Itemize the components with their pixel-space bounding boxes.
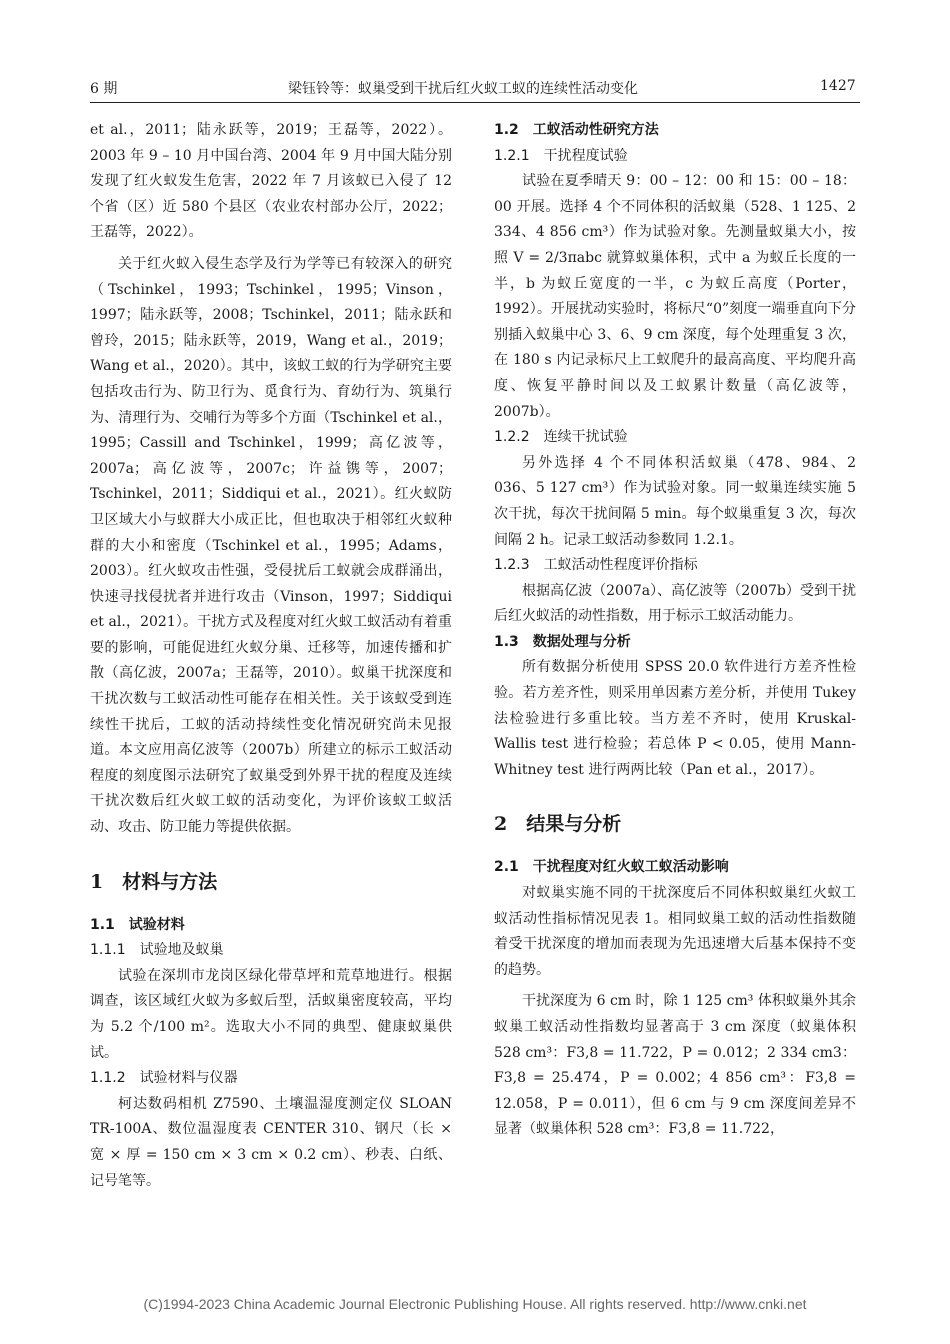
subsubsection-heading: 1.2.1 干扰程度试验 bbox=[494, 147, 628, 164]
section-heading: 1 材料与方法 bbox=[90, 870, 218, 893]
right-column bbox=[494, 118, 856, 1143]
subsubsection-heading: 1.1.2 试验材料与仪器 bbox=[90, 1070, 238, 1087]
running-title: 梁钰铃等：蚁巢受到干扰后红火蚁工蚁的连续性活动变化 bbox=[288, 81, 638, 97]
paragraph: 根据高亿波（2007a）、高亿波等（2007b）受到干扰后红火蚁活的动性指数，用于标示工蚁活动能力。 bbox=[494, 582, 856, 625]
section-heading: 2 结果与分析 bbox=[494, 813, 622, 836]
paragraph: et al.，2011；陆永跃等，2019；王磊等，2022）。2003 年 9 – 10 月中国台湾、2004 年 9 月中国大陆分别发现了红火蚁发生危害，2022 年 7 月该蚁已入侵了 12 个省（区）近 580 个县区（农业农村部办公厅，2022；王磊等，2022）。 bbox=[90, 122, 452, 241]
paragraph: 柯达数码相机 Z7590、土壤温湿度测定仪 SLOAN TR-100A、数位温湿度表 CENTER 310、钢尺（长 × 宽 × 厚 = 150 cm × 3 cm × 0.2 cm）、秒表、白纸、记号笔等。 bbox=[90, 1095, 452, 1189]
paragraph: 干扰深度为 6 cm 时，除 1 125 cm³ 体积蚁巢外其余蚁巢工蚁活动性指数均显著高于 3 cm 深度（蚁巢体积 528 cm³：F3,8 = 11.722，P = 0.012；2 334 cm3：F3,8 = 25.474，P = 0.002；4 856 cm³：F3,8 = 12.058，P = 0.011），但 6 cm 与 9 cm 深度间差异不显著（蚁巢体积 528 cm³：F3,8 = 11.722， bbox=[494, 993, 856, 1138]
subsection-heading: 1.3 数据处理与分析 bbox=[494, 633, 631, 650]
paragraph: 关于红火蚁入侵生态学及行为学等已有较深入的研究（Tschinkel，1993；Tschinkel，1995；Vinson，1997；陆永跃等，2008；Tschinkel，2011；陆永跃和曾玲，2015；陆永跃等，2019，Wang et al.，2019；Wang et al.，2020）。其中，该蚁工蚁的行为学研究主要包括攻击行为、防卫行为、觅食行为、育幼行为、筑巢行为、清理行为、交哺行为等多个方面（Tschinkel et al.，1995；Cassill and Tschinkel，1999；高亿波等，2007a；高亿波等，2007c；许益镌等，2007；Tschinkel，2011；Siddiqui et al.，2021）。红火蚁防卫区域大小与蚁群大小成正比，但也取决于相邻红火蚁种群的大小和密度（Tschinkel et al.，1995；Adams，2003）。红火蚁攻击性强，受侵扰后工蚁就会成群涌出，快速寻找侵扰者并进行攻击（Vinson，1997；Siddiqui et al.，2021）。干扰方式及程度对红火蚁工蚁活动有着重要的影响，可能促进红火蚁分巢、迁移等，加速传播和扩散（高亿波，2007a；王磊等，2010）。蚁巢干扰深度和干扰次数与工蚁活动性可能存在相关性。关于该蚁受到连续性干扰后，工蚁的活动持续性变化情况研究尚未见报道。本文应用高亿波等（2007b）所建立的标示工蚁活动程度的刻度图示法研究了蚁巢受到外界干扰的程度及连续干扰次数后红火蚁工蚁的活动变化，为评价该蚁工蚁活动、攻击、防卫能力等提供依据。 bbox=[90, 255, 452, 836]
copyright-footer: (C)1994-2023 China Academic Journal Electronic Publishing House. All rights reserved. http://www.cnki.net bbox=[143, 1296, 807, 1312]
paragraph: 试验在深圳市龙岗区绿化带草坪和荒草地进行。根据调查，该区域红火蚁为多蚁后型，活蚁巢密度较高，平均为 5.2 个/100 m²。选取大小不同的典型、健康蚁巢供试。 bbox=[90, 967, 452, 1061]
subsection-heading: 2.1 干扰程度对红火蚁工蚁活动影响 bbox=[494, 859, 729, 876]
paragraph: 对蚁巢实施不同的干扰深度后不同体积蚁巢红火蚁工蚁活动性指标情况见表 1。相同蚁巢工蚁的活动性指数随着受干扰深度的增加而表现为先迅速增大后基本保持不变的趋势。 bbox=[494, 885, 856, 978]
paragraph: 所有数据分析使用 SPSS 20.0 软件进行方差齐性检验。若方差齐性，则采用单因素方差分析，并使用 Tukey 法检验进行多重比较。当方差不齐时，使用 Kruskal-Wallis test 进行检验；若总体 P < 0.05，使用 Mann-Whitney test 进行两两比较（Pan et al.，2017）。 bbox=[494, 659, 856, 778]
subsection-heading: 1.1 试验材料 bbox=[90, 916, 185, 933]
paragraph: 另外选择 4 个不同体积活蚁巢（478、984、2 036、5 127 cm³）作为试验对象。同一蚁巢连续实施 5 次干扰，每次干扰间隔 5 min。每个蚁巢重复 3 次，每次间隔 2 h。记录工蚁活动参数同 1.2.1。 bbox=[494, 454, 856, 548]
subsubsection-heading: 1.2.2 连续干扰试验 bbox=[494, 429, 628, 446]
subsubsection-heading: 1.1.1 试验地及蚁巢 bbox=[90, 942, 224, 959]
subsection-heading: 1.2 工蚁活动性研究方法 bbox=[494, 122, 659, 138]
issue-number: 6 期 bbox=[90, 81, 118, 97]
subsubsection-heading: 1.2.3 工蚁活动性程度评价指标 bbox=[494, 557, 698, 574]
paragraph: 试验在夏季晴天 9：00 – 12：00 和 15：00 – 18：00 开展。选择 4 个不同体积的活蚁巢（528、1 125、2 334、4 856 cm³）作为试验对象。先测量蚁巢大小，按照 V = 2/3πabc 就算蚁巢体积，式中 a 为蚁丘长度的一半，b 为蚁丘宽度的一半，c 为蚁丘高度（Porter，1992）。开展扰动实验时，将标尺“0”刻度一端垂直向下分别插入蚁巢中心 3、6、9 cm 深度，每个处理重复 3 次，在 180 s 内记录标尺上工蚁爬升的最高高度、平均爬升高度、恢复平静时间以及工蚁累计数量（高亿波等，2007b）。 bbox=[494, 173, 856, 420]
page-number: 1427 bbox=[820, 78, 856, 94]
left-column bbox=[90, 118, 452, 1194]
header-rule bbox=[90, 102, 860, 103]
